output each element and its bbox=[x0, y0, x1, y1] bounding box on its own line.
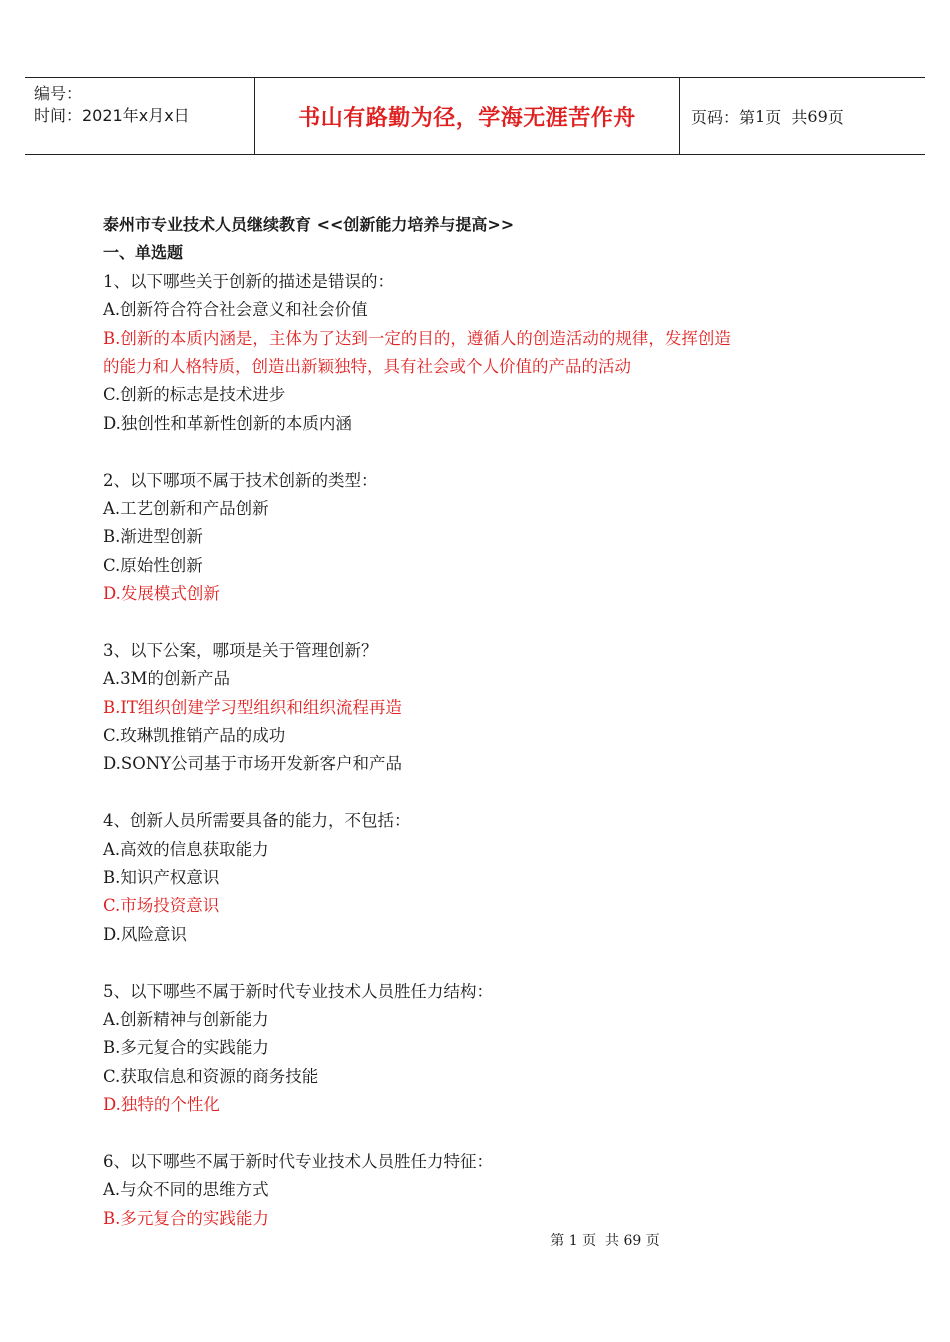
question-text: 4、创新人员所需要具备的能力，不包括： bbox=[103, 811, 411, 831]
option-d: D.独创性和革新性创新的本质内涵 bbox=[103, 413, 352, 433]
header-meta bbox=[25, 78, 254, 154]
question-text: 1、以下哪些关于创新的描述是错误的： bbox=[103, 271, 394, 291]
footer-total: 69 bbox=[623, 1233, 642, 1249]
option-b: B.多元复合的实践能力 bbox=[103, 1038, 269, 1058]
spacer bbox=[103, 608, 863, 636]
section-heading: 一、单选题 bbox=[103, 243, 184, 263]
option-d-correct: D.独特的个性化 bbox=[103, 1095, 220, 1115]
question-1 bbox=[103, 268, 863, 438]
document-body bbox=[103, 211, 863, 1233]
question-4 bbox=[103, 807, 863, 949]
option-d: D.风险意识 bbox=[103, 924, 187, 944]
option-a: A.高效的信息获取能力 bbox=[103, 839, 269, 859]
time-label: 时间：2021年x月x日 bbox=[34, 106, 190, 125]
option-c: C.获取信息和资源的商务技能 bbox=[103, 1066, 319, 1086]
question-text: 6、以下哪些不属于新时代专业技术人员胜任力特征： bbox=[103, 1151, 493, 1171]
question-2 bbox=[103, 467, 863, 609]
option-c: C.玫琳凯推销产品的成功 bbox=[103, 726, 286, 746]
header-motto: 书山有路勤为径，学海无涯苦作舟 bbox=[254, 78, 680, 154]
page-header bbox=[25, 77, 925, 155]
page-mid: 页 共 bbox=[765, 107, 808, 127]
option-b-correct: B.IT组织创建学习型组织和组织流程再造 bbox=[103, 697, 402, 717]
question-6 bbox=[103, 1148, 863, 1233]
option-c-correct: C.市场投资意识 bbox=[103, 896, 220, 916]
option-c: C.创新的标志是技术进步 bbox=[103, 385, 286, 405]
footer-prefix: 第 bbox=[550, 1233, 565, 1249]
question-3 bbox=[103, 637, 863, 779]
question-text: 3、以下公案，哪项是关于管理创新？ bbox=[103, 640, 378, 660]
option-b-correct: B.创新的本质内涵是，主体为了达到一定的目的，遵循人的创造活动的规律，发挥创造 bbox=[103, 328, 731, 348]
page-num: 1 bbox=[755, 106, 766, 126]
option-a: A.创新符合符合社会意义和社会价值 bbox=[103, 300, 368, 320]
question-text: 5、以下哪些不属于新时代专业技术人员胜任力结构： bbox=[103, 981, 493, 1001]
option-d-correct: D.发展模式创新 bbox=[103, 584, 220, 604]
footer-num: 1 bbox=[568, 1233, 578, 1249]
question-5 bbox=[103, 978, 863, 1120]
page-prefix: 页码：第 bbox=[691, 107, 756, 127]
serial-label: 编号： bbox=[34, 84, 83, 103]
option-a: A.与众不同的思维方式 bbox=[103, 1180, 269, 1200]
footer-mid: 页 共 bbox=[582, 1233, 619, 1249]
spacer bbox=[103, 438, 863, 466]
spacer bbox=[103, 949, 863, 977]
option-a: A.3M的创新产品 bbox=[103, 669, 231, 689]
document-title: 泰州市专业技术人员继续教育 <<创新能力培养与提高>> bbox=[103, 215, 515, 234]
option-b-correct: B.多元复合的实践能力 bbox=[103, 1208, 269, 1228]
option-d: D.SONY公司基于市场开发新客户和产品 bbox=[103, 754, 403, 774]
page-total: 69 bbox=[807, 106, 828, 126]
spacer bbox=[103, 1120, 863, 1148]
page-suffix: 页 bbox=[827, 107, 844, 127]
header-page-number bbox=[680, 78, 925, 154]
option-a: A.工艺创新和产品创新 bbox=[103, 498, 269, 518]
page-footer bbox=[0, 1230, 950, 1250]
option-b: B.渐进型创新 bbox=[103, 527, 203, 547]
option-b: B.知识产权意识 bbox=[103, 867, 220, 887]
option-b-correct-continued: 的能力和人格特质，创造出新颖独特，具有社会或个人价值的产品的活动 bbox=[103, 356, 631, 376]
option-a: A.创新精神与创新能力 bbox=[103, 1009, 269, 1029]
spacer bbox=[103, 779, 863, 807]
option-c: C.原始性创新 bbox=[103, 555, 203, 575]
footer-suffix: 页 bbox=[645, 1233, 660, 1249]
question-text: 2、以下哪项不属于技术创新的类型： bbox=[103, 470, 378, 490]
